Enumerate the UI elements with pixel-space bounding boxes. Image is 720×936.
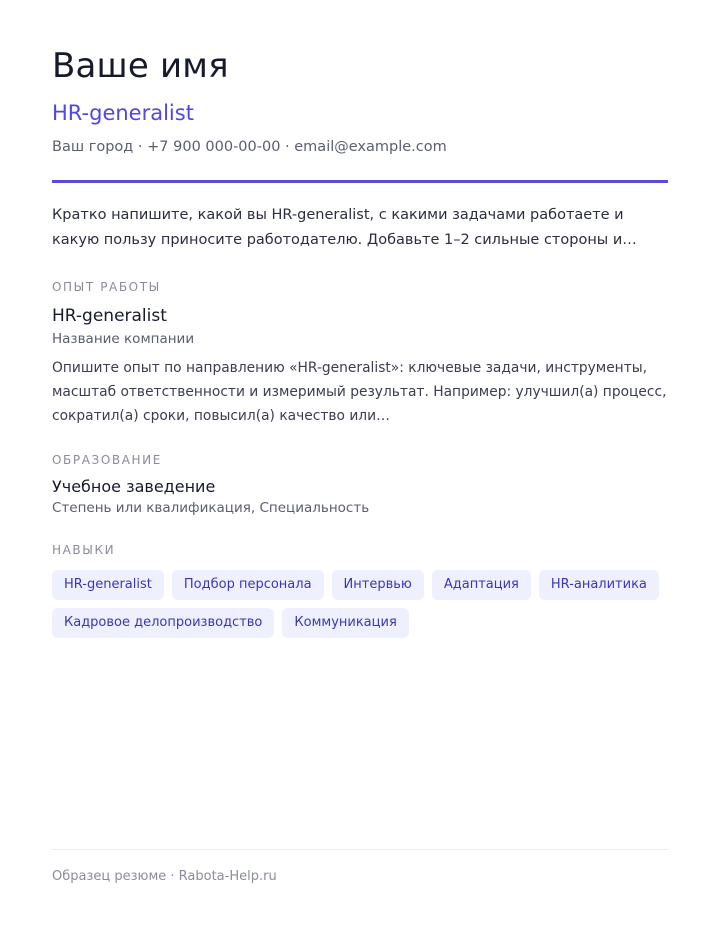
- skills-list: [52, 570, 668, 638]
- footer-divider: [52, 849, 668, 850]
- resume-page: [52, 0, 668, 936]
- skill-chip: HR-аналитика: [539, 570, 659, 600]
- footer-text: Образец резюме · Rabota-Help.ru: [52, 869, 277, 884]
- education-institution: Учебное заведение: [52, 477, 216, 496]
- experience-description: Опишите опыт по направлению «HR-generalist»: ключевые задачи, инструменты, масштаб ответственности и измеримый результат. Например: улучшил(а) процесс, сократил(а) сроки, повысил(а) качество или…: [52, 360, 667, 424]
- education-degree: Степень или квалификация, Специальность: [52, 500, 370, 516]
- experience-company: Название компании: [52, 331, 195, 347]
- job-position-title: HR-generalist: [52, 101, 194, 125]
- summary-text: Кратко напишите, какой вы HR-generalist, с какими задачами работаете и какую пользу приносите работодателю. Добавьте 1–2 сильные стороны и…: [52, 207, 637, 248]
- contact-info: Ваш город · +7 900 000-00-00 · email@example.com: [52, 139, 447, 155]
- skills-section-label: НАВЫКИ: [52, 543, 116, 557]
- skill-chip: Подбор персонала: [172, 570, 324, 600]
- header-divider: [52, 180, 668, 183]
- skill-chip: Интервью: [332, 570, 424, 600]
- experience-job-title: HR-generalist: [52, 306, 167, 326]
- skill-chip: Адаптация: [432, 570, 531, 600]
- skill-chip: Кадровое делопроизводство: [52, 608, 274, 638]
- experience-section-label: ОПЫТ РАБОТЫ: [52, 280, 161, 294]
- education-section-label: ОБРАЗОВАНИЕ: [52, 453, 162, 467]
- candidate-name: Ваше имя: [52, 46, 229, 86]
- skill-chip: Коммуникация: [282, 608, 408, 638]
- skill-chip: HR-generalist: [52, 570, 164, 600]
